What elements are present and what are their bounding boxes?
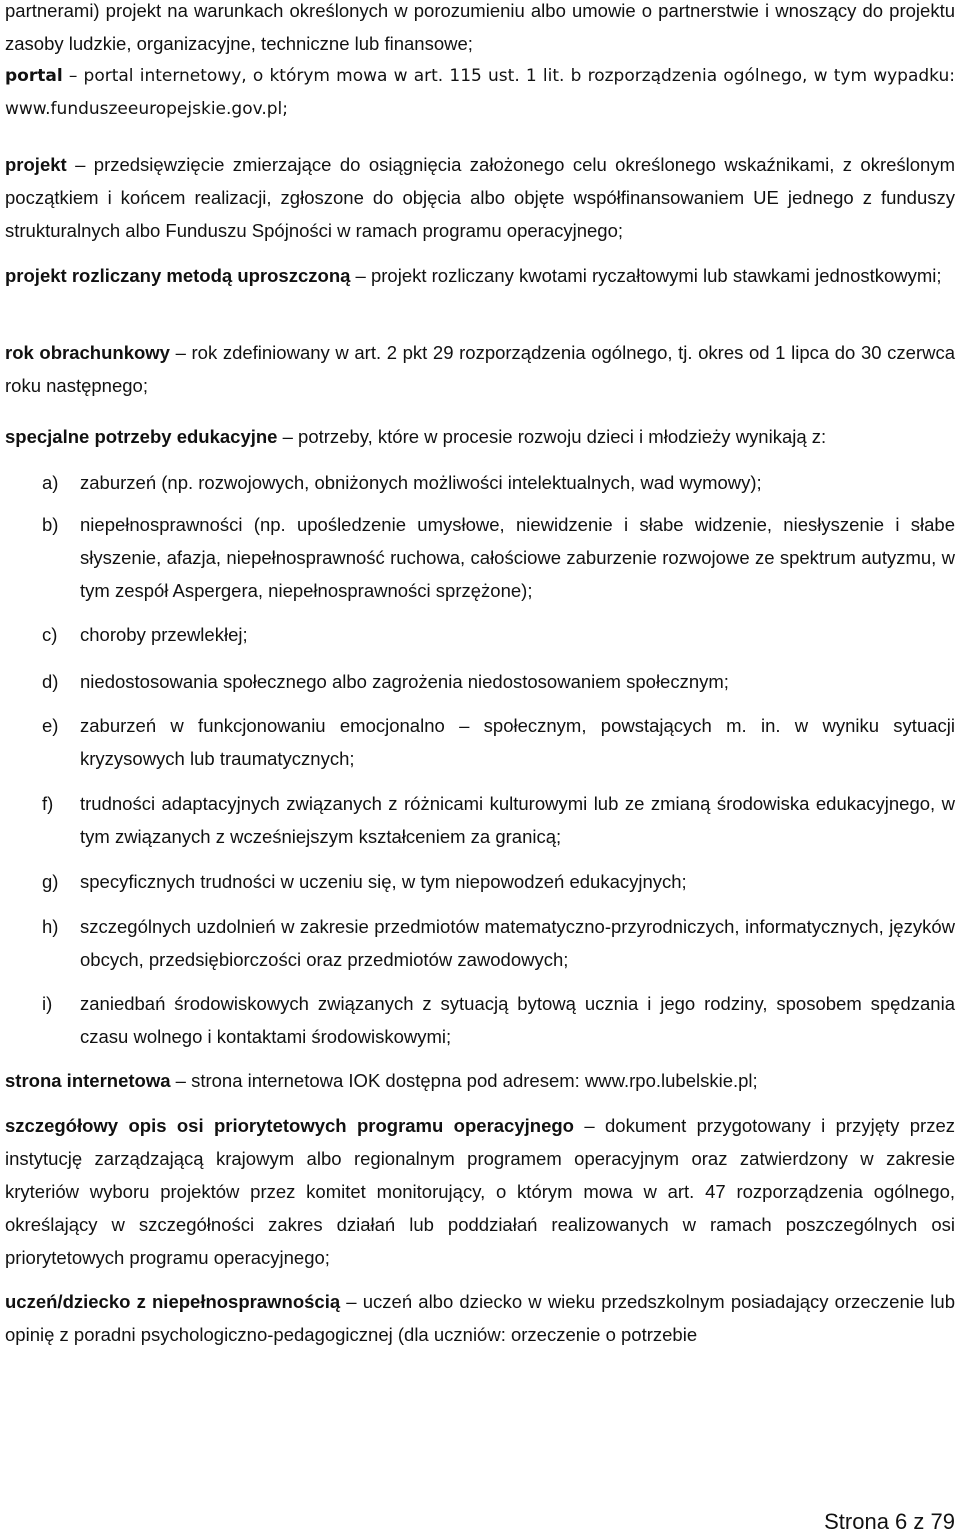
- paragraph-text: partnerami) projekt na warunkach określonych w porozumieniu albo umowie o partnerstwie i wnoszący do projektu zasoby ludzkie, organizacyjne, techniczne lub finansowe;: [5, 0, 955, 54]
- definition-text: – przedsięwzięcie zmierzające do osiągnięcia założonego celu określonego wskaźnikami, z określonym początkiem i końcem realizacji, zgłoszone do objęcia albo objęte współfinansowaniem UE jednego z funduszy strukturalnych albo Funduszu Spójności w ramach programu operacyjnego;: [5, 154, 955, 241]
- definition-text: – dokument przygotowany i przyjęty przez instytucję zarządzającą krajowym albo regionalnym programem operacyjnym oraz zatwierdzony w zakresie kryteriów wyboru projektów przez komitet monitorujący, o którym mowa w art. 47 rozporządzenia ogólnego, określający w szczegółności zakres działań lub poddziałań realizowanych w ramach poszczególnych osi priorytetowych programu operacyjnego;: [5, 1115, 955, 1268]
- list-item: [42, 865, 955, 898]
- list-item-label: g): [42, 871, 59, 892]
- paragraph-continuation: [5, 0, 955, 60]
- definition-term: specjalne potrzeby edukacyjne: [5, 426, 278, 447]
- list-item-label: e): [42, 715, 59, 736]
- definition-term: projekt rozliczany metodą uproszczoną: [5, 265, 351, 286]
- list-item-text: niedostosowania społecznego albo zagrożenia niedostosowaniem społecznym;: [80, 671, 729, 692]
- list-item: [42, 508, 955, 607]
- definition-specjalne-potrzeby: [5, 420, 955, 453]
- definition-term: portal: [5, 66, 63, 86]
- list-item-text: trudności adaptacyjnych związanych z różnicami kulturowymi lub ze zmianą środowiska edukacyjnego, w tym związanych z wcześniejszym kształceniem za granicą;: [80, 793, 955, 847]
- definition-rok-obrachunkowy: [5, 336, 955, 402]
- list-item: [42, 987, 955, 1053]
- list-item-text: choroby przewlekłej;: [80, 624, 248, 645]
- definition-term: projekt: [5, 154, 67, 175]
- definition-text: – portal internetowy, o którym mowa w art. 115 ust. 1 lit. b rozporządzenia ogólnego, w tym wypadku: www.funduszeeuropejskie.gov.pl;: [5, 66, 955, 119]
- list-item-label: c): [42, 624, 58, 645]
- definition-portal: [5, 60, 955, 126]
- definition-projekt: [5, 148, 955, 247]
- definition-text: – strona internetowa IOK dostępna pod adresem: www.rpo.lubelskie.pl;: [170, 1070, 758, 1091]
- list-item: [42, 709, 955, 775]
- list-item-text: zaniedbań środowiskowych związanych z sytuacją bytową ucznia i jego rodziny, sposobem spędzania czasu wolnego i kontaktami środowiskowymi;: [80, 993, 955, 1047]
- list-item: [42, 466, 955, 499]
- definition-text: – uczeń albo dziecko w wieku przedszkolnym posiadający orzeczenie lub opinię z poradni psychologiczno-pedagogicznej (dla uczniów: orzeczenie o potrzebie: [5, 1291, 955, 1345]
- list-item-text: specyficznych trudności w uczeniu się, w tym niepowodzeń edukacyjnych;: [80, 871, 687, 892]
- list-item-label: d): [42, 671, 59, 692]
- list-item: [42, 910, 955, 976]
- list-item-label: f): [42, 793, 54, 814]
- definition-term: uczeń/dziecko z niepełnosprawnością: [5, 1291, 341, 1312]
- definition-uczen-z-niepelnosprawnoscia: [5, 1285, 955, 1351]
- definition-term: szczegółowy opis osi priorytetowych programu operacyjnego: [5, 1115, 574, 1136]
- list-item-text: niepełnosprawności (np. upośledzenie umysłowe, niewidzenie i słabe widzenie, niesłyszenie i słabe słyszenie, afazja, niepełnosprawność ruchowa, całościowe zaburzenie rozwojowe ze spektrum autyzmu, w tym zespół Aspergera, niepełnosprawności sprzężone);: [80, 514, 955, 601]
- list-item-label: h): [42, 916, 59, 937]
- definition-term: rok obrachunkowy: [5, 342, 170, 363]
- list-item-text: szczególnych uzdolnień w zakresie przedmiotów matematyczno-przyrodniczych, informatycznych, języków obcych, przedsiębiorczości oraz przedmiotów zawodowych;: [80, 916, 955, 970]
- definition-text: – rok zdefiniowany w art. 2 pkt 29 rozporządzenia ogólnego, tj. okres od 1 lipca do 30 czerwca roku następnego;: [5, 342, 956, 396]
- list-item-label: b): [42, 514, 59, 535]
- definition-strona-internetowa: [5, 1064, 955, 1097]
- definition-term: strona internetowa: [5, 1070, 171, 1091]
- definition-szczegolowy-opis: [5, 1109, 955, 1274]
- definition-projekt-uproszczony: [5, 259, 955, 292]
- definition-text: – potrzeby, które w procesie rozwoju dzieci i młodzieży wynikają z:: [277, 426, 827, 447]
- list-item-text: zaburzeń (np. rozwojowych, obniżonych możliwości intelektualnych, wad wymowy);: [80, 472, 762, 493]
- list-item: [42, 618, 955, 651]
- list-item: [42, 665, 955, 698]
- list-item-label: i): [42, 993, 53, 1014]
- list-item-text: zaburzeń w funkcjonowaniu emocjonalno – społecznym, powstających m. in. w wyniku sytuacji kryzysowych lub traumatycznych;: [80, 715, 955, 769]
- list-item-label: a): [42, 472, 59, 493]
- definition-text: – projekt rozliczany kwotami ryczałtowymi lub stawkami jednostkowymi;: [350, 265, 942, 286]
- list-item: [42, 787, 955, 853]
- page-number: Strona 6 z 79: [824, 1509, 955, 1534]
